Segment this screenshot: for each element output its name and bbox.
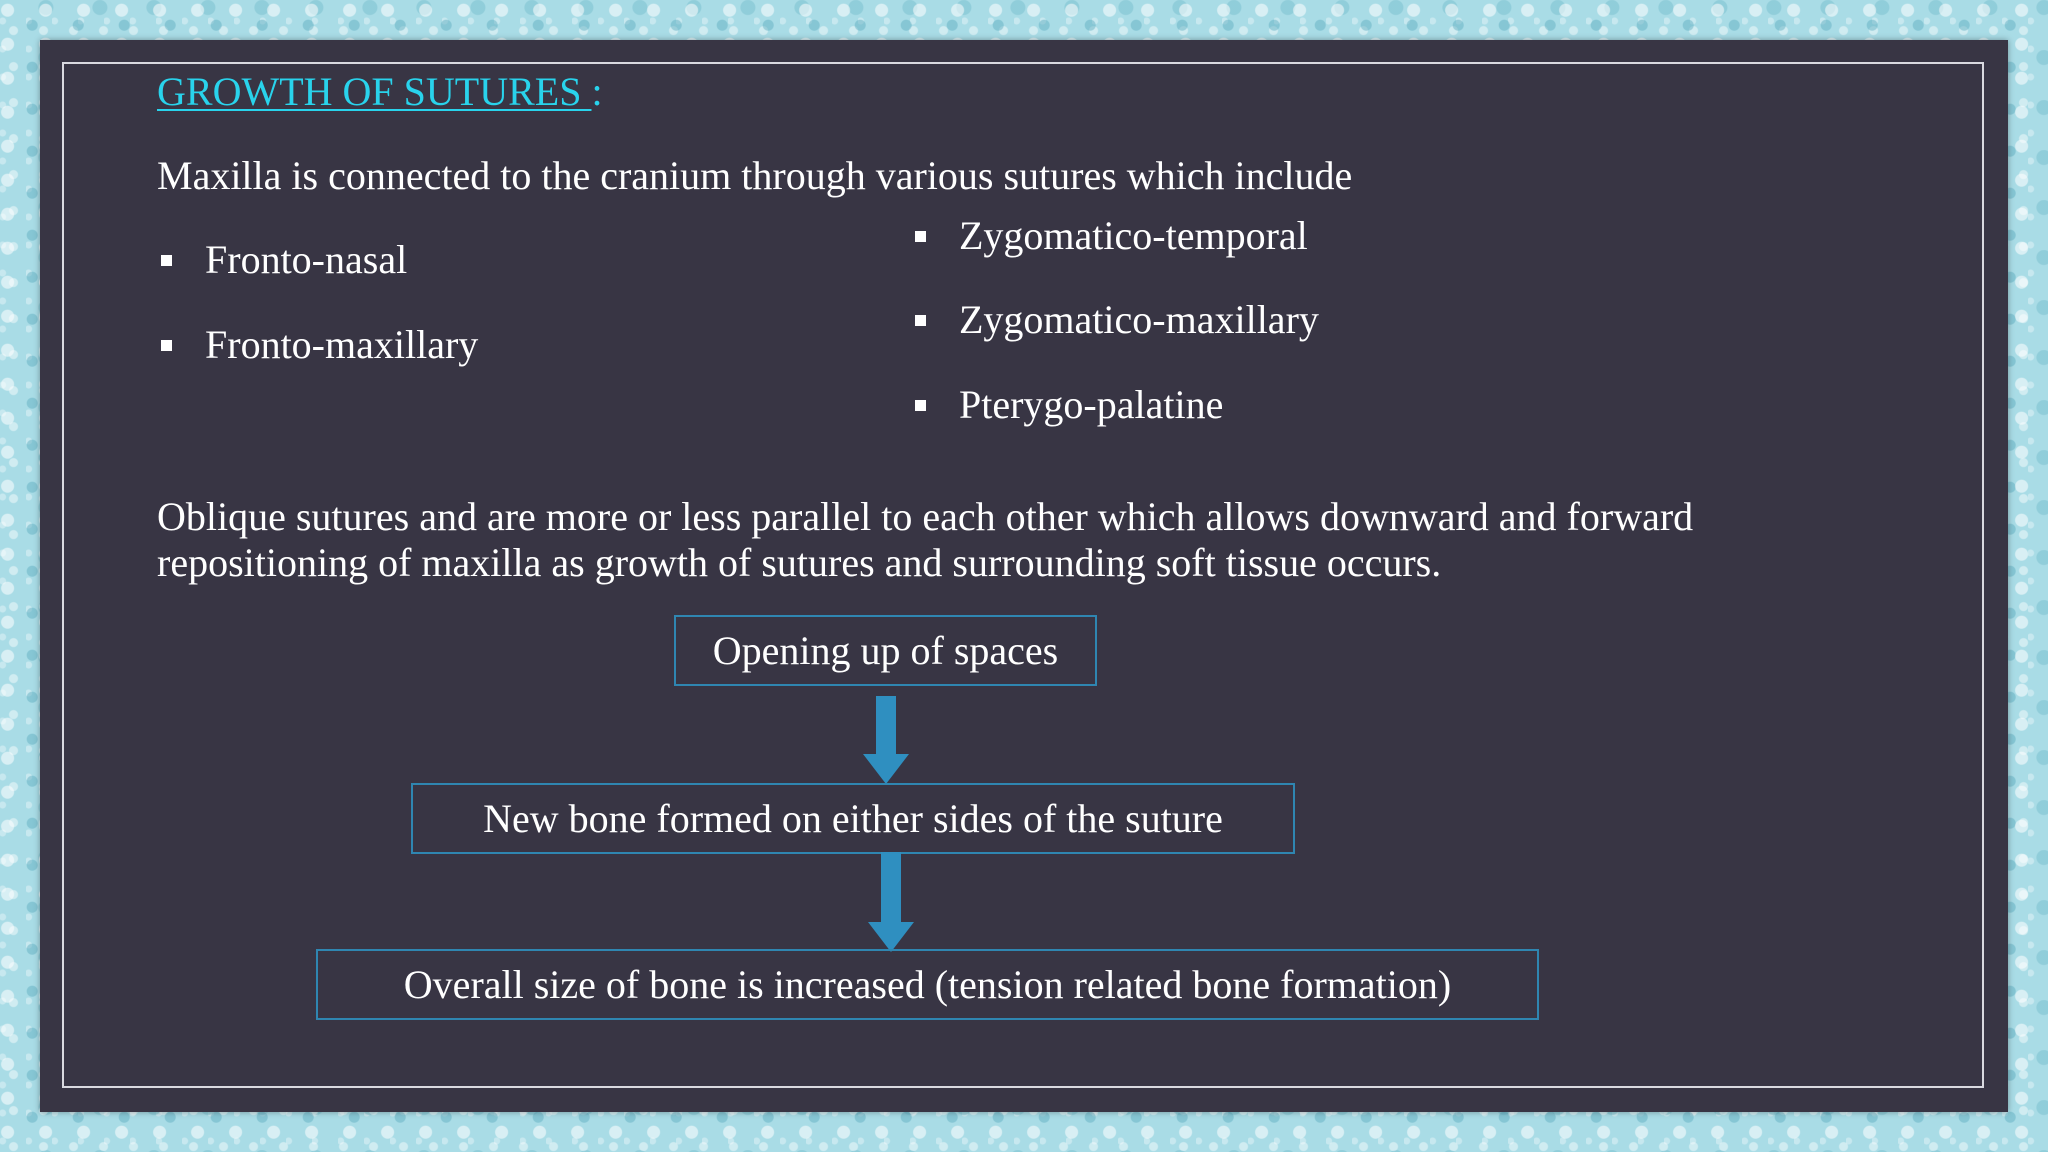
flow-box-new-bone: New bone formed on either sides of the suture	[411, 783, 1295, 854]
bullet-label: Zygomatico-temporal	[959, 213, 1308, 258]
intro-text: Maxilla is connected to the cranium through various sutures which include	[157, 153, 1353, 198]
bullet-label: Fronto-nasal	[205, 237, 408, 282]
bullet-marker	[161, 255, 172, 266]
description-paragraph: Oblique sutures and are more or less parallel to each other which allows downward and forward repositioning of maxilla as growth of sutures and surrounding soft tissue occurs.	[157, 494, 1694, 585]
slide-title-colon: :	[591, 69, 603, 114]
slide-title	[157, 68, 603, 115]
slide	[40, 40, 2008, 1112]
bullet-label: Zygomatico-maxillary	[959, 297, 1319, 342]
bullet-marker	[915, 315, 926, 326]
bullet-label: Fronto-maxillary	[205, 322, 479, 367]
bullet-marker	[915, 400, 926, 411]
flow-box-opening-spaces: Opening up of spaces	[674, 615, 1097, 686]
bullet-label: Pterygo-palatine	[959, 382, 1224, 427]
slide-title-text: GROWTH OF SUTURES	[157, 69, 592, 114]
down-arrow-icon	[866, 852, 916, 954]
down-arrow-icon	[861, 696, 911, 786]
flow-box-overall-size: Overall size of bone is increased (tension related bone formation)	[316, 949, 1539, 1020]
bullet-marker	[915, 231, 926, 242]
bullet-marker	[161, 340, 172, 351]
